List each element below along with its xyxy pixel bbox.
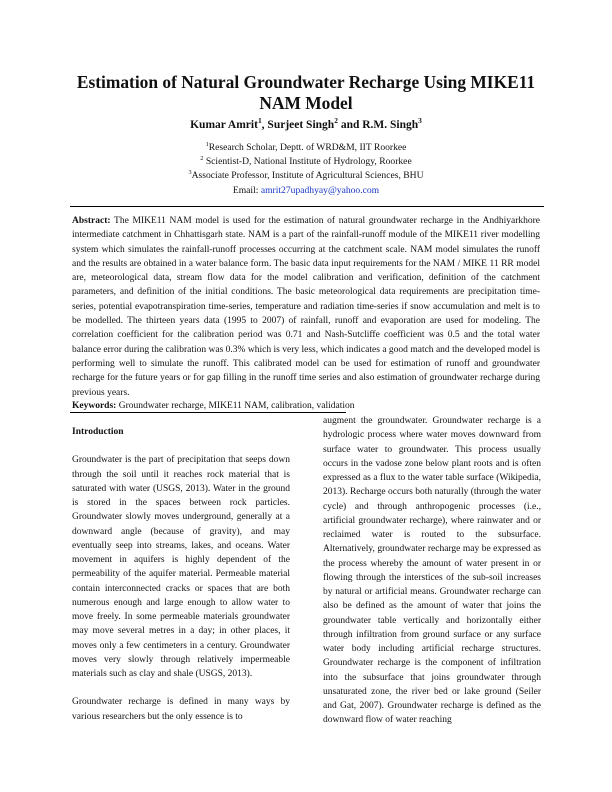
- affiliation-sup: 3: [188, 169, 192, 177]
- abstract: [72, 214, 540, 400]
- right-column: [323, 414, 541, 728]
- affiliation-text: Research Scholar, Deptt. of WRD&M, IIT Roorkee: [208, 142, 407, 153]
- author-sup: 2: [334, 116, 338, 126]
- affiliation-sup: 1: [205, 140, 209, 148]
- author-name: R.M. Singh: [362, 119, 419, 131]
- keywords: [72, 399, 540, 413]
- abstract-text: The MIKE11 NAM model is used for the estimation of natural groundwater recharge in the Andhiyarkhore intermediate catchment in Chhattisgarh state. NAM is a part of the rainfall-runoff module of the MIKE11 river modelling system which simulates the rainfall-runoff processes occurring at the catchment scale. NAM model simulates the runoff and the results are obtained in a water balance form. The basic data input requirements for the NAM / MIKE 11 RR model are, meteorological data, stream flow data for the model calibration and verification, definition of the catchment parameters, and definition of the initial conditions. The basic meteorological data requirements are precipitation time-series, potential evapotranspiration time-series, temperature and radiation time-series if snow accumulation and melt is to be modelled. The thirteen years data (1995 to 2007) of rainfall, runoff and evaporation are used for modeling. The correlation coefficient for the calibration period was 0.71 and Nash-Sutcliffe coefficient was 0.5 and the total water balance error during the calibration was 0.3% which is very less, which indicates a good match and the developed model is performing well to simulate the runoff. This calibrated model can be used for estimation of runoff and groundwater recharge for the future years or for gap filling in the runoff time series and also estimation of groundwater recharge during previous years.: [72, 216, 540, 398]
- affiliation-text: Associate Professor, Institute of Agricultural Sciences, BHU: [191, 170, 424, 182]
- author-name: Kumar Amrit: [190, 119, 258, 131]
- affiliation: [60, 155, 552, 169]
- top-divider: [70, 206, 544, 207]
- author-sup: 1: [257, 116, 262, 126]
- affiliation-text: Scientist-D, National Institute of Hydrology, Roorkee: [205, 156, 412, 168]
- email-label: Email:: [232, 184, 261, 196]
- author-separator: ,: [261, 119, 268, 131]
- body-paragraph: augment the groundwater. Groundwater recharge is a hydrologic process where water moves downward from surface water to groundwater. This process usually occurs in the vadose zone below plant roots and is often expressed as a flux to the water table surface (Wikipedia, 2013). Recharge occurs both naturally (through the water cycle) and through anthropogenic processes (i.e., artificial groundwater recharge), where rainwater and or reclaimed water is routed to the subsurface. Alternatively, groundwater recharge may be expressed as the process whereby the amount of water present in or flowing through the interstices of the sub-soil increases by natural or artificial means. Groundwater recharge can also be defined as the amount of water that joins the groundwater table vertically and horizontally either through infiltration from ground surface or any surface water body including artificial recharge structures. Groundwater recharge is the component of infiltration into the subsurface that joins groundwater through unsaturated zone, the river bed or lake ground (Seiler and Gat, 2007). Groundwater recharge is defined as the downward flow of water reaching: [323, 416, 541, 726]
- paper-title: Estimation of Natural Groundwater Recharge Using MIKE11 NAM Model: [76, 72, 536, 113]
- abstract-label: Abstract:: [72, 216, 111, 226]
- author-list: [60, 118, 552, 132]
- body-paragraph: Groundwater recharge is defined in many ways by various researchers but the only essence is to: [72, 697, 290, 722]
- left-column: [72, 425, 290, 724]
- affiliation: [60, 169, 552, 183]
- keywords-text: Groundwater recharge, MIKE11 NAM, calibration, validation: [118, 401, 355, 411]
- keywords-label: Keywords:: [72, 401, 117, 411]
- affiliation: [60, 141, 552, 155]
- email-link[interactable]: amrit27upadhyay@yahoo.com: [260, 184, 380, 196]
- author-sup: 3: [418, 116, 422, 126]
- keywords-divider: [70, 412, 346, 413]
- author-name: Surjeet Singh: [267, 119, 335, 131]
- affiliation-block: [60, 141, 552, 198]
- email-line: [60, 184, 552, 198]
- author-separator: and: [337, 119, 363, 131]
- affiliation-sup: 2: [200, 155, 204, 163]
- section-heading-introduction: Introduction: [72, 427, 124, 437]
- body-paragraph: Groundwater is the part of precipitation that seeps down through the soil until it reaches rock material that is saturated with water (USGS, 2013). Water in the ground is stored in the spaces between rock particles. Groundwater slowly moves underground, generally at a downward angle (because of gravity), and may eventually seep into streams, lakes, and oceans. Water movement in aquifers is highly dependent of the permeability of the aquifer material. Permeable material contain interconnected cracks or spaces that are both numerous enough and large enough to allow water to move freely. In some permeable materials groundwater may move several metres in a day; in other places, it moves only a few centimeters in a century. Groundwater moves very slowly through relatively impermeable materials such as clay and shale (USGS, 2013).: [72, 455, 290, 679]
